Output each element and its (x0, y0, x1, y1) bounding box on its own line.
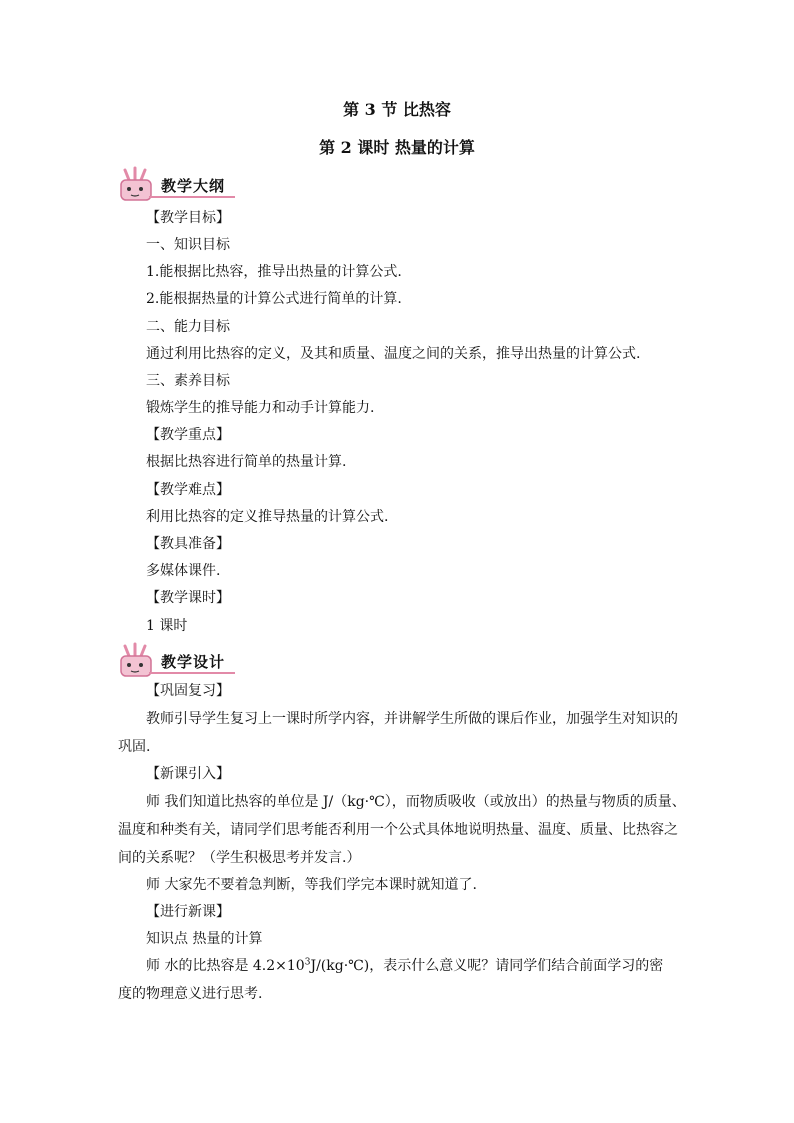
ability-heading: 二、能力目标 (146, 319, 230, 335)
section-title: 第 3 节 比热容 (343, 100, 451, 119)
design-banner (115, 642, 245, 678)
knowledge-heading: 一、知识目标 (146, 237, 230, 253)
quality-text: 锻炼学生的推导能力和动手计算能力. (146, 400, 375, 416)
goals-heading: 【教学目标】 (146, 210, 230, 226)
question-post: J/(kg·℃)，表示什么意义呢？请同学们结合前面学习的密 (310, 958, 664, 974)
hours-text: 1 课时 (146, 618, 188, 634)
question-line-2: 度的物理意义进行思考. (118, 986, 263, 1002)
tools-heading: 【教具准备】 (146, 536, 230, 552)
key-text: 根据比热容进行简单的热量计算. (146, 454, 347, 470)
review-heading: 【巩固复习】 (146, 683, 230, 699)
outline-banner-label: 教学大纲 (161, 177, 226, 195)
question-pre: 师 水的比热容是 4.2×10 (146, 958, 305, 974)
question-line-1 (146, 957, 663, 975)
outline-banner (115, 166, 245, 202)
quality-heading: 三、素养目标 (146, 373, 230, 389)
exponent: 3 (304, 957, 311, 968)
ability-text: 通过利用比热容的定义，及其和质量、温度之间的关系，推导出热量的计算公式. (146, 346, 641, 362)
intro-heading: 【新课引入】 (146, 766, 230, 782)
knowledge-item-1: 1.能根据比热容，推导出热量的计算公式. (146, 264, 402, 280)
intro-line-2: 温度和种类有关，请同学们思考能否利用一个公式具体地说明热量、温度、质量、比热容之 (118, 822, 678, 838)
review-line-1: 教师引导学生复习上一课时所学内容，并讲解学生所做的课后作业，加强学生对知识的 (146, 711, 678, 727)
intro-line-3: 间的关系呢？（学生积极思考并发言.） (118, 850, 361, 866)
intro-line-1: 师 我们知道比热容的单位是 J/（kg·℃），而物质吸收（或放出）的热量与物质的质量、 (146, 794, 686, 810)
design-banner-label: 教学设计 (161, 653, 226, 671)
review-line-2: 巩固. (118, 739, 151, 755)
intro-line-4: 师 大家先不要着急判断，等我们学完本课时就知道了. (146, 877, 477, 893)
banner-underline (149, 672, 235, 674)
banner-underline (149, 196, 235, 198)
difficulty-text: 利用比热容的定义推导热量的计算公式. (146, 509, 389, 525)
tools-text: 多媒体课件. (146, 563, 221, 579)
lesson-subtitle: 第 2 课时 热量的计算 (319, 138, 475, 157)
hours-heading: 【教学课时】 (146, 590, 230, 606)
new-lesson-heading: 【进行新课】 (146, 904, 230, 920)
difficulty-heading: 【教学难点】 (146, 482, 230, 498)
key-heading: 【教学重点】 (146, 427, 230, 443)
knowledge-item-2: 2.能根据热量的计算公式进行简单的计算. (146, 291, 402, 307)
knowledge-point-title: 知识点 热量的计算 (146, 931, 263, 947)
